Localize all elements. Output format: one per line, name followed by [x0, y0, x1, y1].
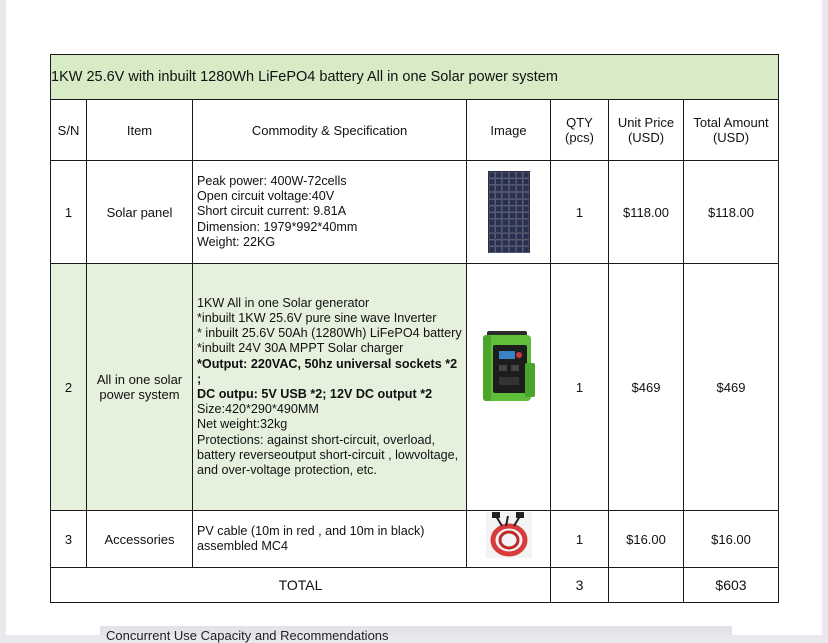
panel-cell	[489, 186, 495, 192]
table-row	[51, 161, 779, 264]
panel-cell	[502, 199, 508, 205]
panel-cell	[502, 179, 508, 185]
panel-cell	[516, 172, 522, 178]
header-qty	[551, 100, 609, 161]
table-title: 1KW 25.6V with inbuilt 1280Wh LiFePO4 battery All in one Solar power system	[51, 55, 779, 100]
row-item-line2: power system	[99, 387, 180, 402]
panel-cell	[495, 233, 501, 239]
panel-cell	[489, 213, 495, 219]
panel-cell	[495, 206, 501, 212]
spec-line: assembled MC4	[197, 539, 288, 553]
header-unit-line2: (USD)	[627, 130, 665, 145]
pv-cable-image	[486, 512, 532, 558]
spec-line: PV cable (10m in red , and 10m in black)	[197, 523, 425, 538]
title-row	[51, 55, 779, 100]
panel-cell	[516, 199, 522, 205]
panel-cell	[502, 226, 508, 232]
panel-cell	[523, 172, 529, 178]
panel-cell	[489, 226, 495, 232]
panel-cell	[523, 220, 529, 226]
panel-cell	[489, 179, 495, 185]
panel-cell	[489, 233, 495, 239]
row-total: $16.00	[684, 511, 779, 568]
header-row	[51, 100, 779, 161]
panel-cell	[495, 213, 501, 219]
row-item: Solar panel	[87, 161, 193, 264]
panel-cell	[509, 240, 515, 246]
panel-cell	[489, 247, 495, 253]
spec-line: Weight: 22KG	[197, 234, 276, 249]
panel-cell	[523, 240, 529, 246]
total-label: TOTAL	[51, 568, 551, 603]
total-unit-empty	[609, 568, 684, 603]
header-total-line1: Total Amount	[693, 115, 769, 130]
row-unit-price: $118.00	[609, 161, 684, 264]
total-row	[51, 568, 779, 603]
solar-generator-image	[479, 327, 539, 407]
header-spec: Commodity & Specification	[193, 100, 467, 161]
panel-cell	[502, 213, 508, 219]
panel-cell	[509, 226, 515, 232]
spec-line: Short circuit current: 9.81A	[197, 204, 347, 219]
spec-line-bold: *Output: 220VAC, 50hz universal sockets *2 ;	[197, 356, 458, 386]
panel-cell	[495, 179, 501, 185]
panel-cell	[495, 247, 501, 253]
row-qty: 1	[551, 511, 609, 568]
panel-cell	[489, 199, 495, 205]
panel-cell	[509, 192, 515, 198]
spec-line: 1KW All in one Solar generator	[197, 295, 370, 310]
header-sn: S/N	[51, 100, 87, 161]
spec-line: Size:420*290*490MM	[197, 402, 319, 417]
header-unit-price	[609, 100, 684, 161]
spec-line: Protections: against short-circuit, overload, battery reverseoutput short-circuit , lowvoltage, and over-voltage protection, etc.	[197, 432, 459, 478]
row-item	[87, 264, 193, 511]
panel-cell	[509, 172, 515, 178]
spec-line: * inbuilt 25.6V 50Ah (1280Wh) LiFePO4 battery	[197, 326, 462, 341]
spec-line: Open circuit voltage:40V	[197, 189, 335, 204]
panel-cell	[523, 179, 529, 185]
total-amount: $603	[684, 568, 779, 603]
spec-line: Peak power: 400W-72cells	[197, 173, 347, 188]
spec-line: Dimension: 1979*992*40mm	[197, 219, 358, 234]
panel-cell	[523, 226, 529, 232]
row-total: $118.00	[684, 161, 779, 264]
quotation-table	[50, 54, 779, 603]
table-row	[51, 511, 779, 568]
panel-cell	[509, 206, 515, 212]
total-qty: 3	[551, 568, 609, 603]
panel-cell	[489, 206, 495, 212]
panel-cell	[502, 240, 508, 246]
row-image-cell	[467, 511, 551, 568]
panel-cell	[495, 186, 501, 192]
panel-cell	[489, 172, 495, 178]
panel-cell	[502, 206, 508, 212]
row-sn: 2	[51, 264, 87, 511]
row-spec	[193, 161, 467, 264]
row-total: $469	[684, 264, 779, 511]
header-qty-line1: QTY	[566, 115, 593, 130]
row-item-line1: All in one solar	[96, 372, 183, 387]
panel-cell	[509, 199, 515, 205]
panel-cell	[495, 240, 501, 246]
panel-cell	[502, 172, 508, 178]
panel-cell	[516, 186, 522, 192]
panel-cell	[502, 233, 508, 239]
table-row	[51, 264, 779, 511]
panel-cell	[516, 233, 522, 239]
solar-panel-image	[488, 171, 530, 253]
header-image: Image	[467, 100, 551, 161]
panel-cell	[495, 220, 501, 226]
row-qty: 1	[551, 161, 609, 264]
panel-cell	[489, 240, 495, 246]
panel-cell	[509, 179, 515, 185]
panel-cell	[516, 226, 522, 232]
footer-heading-text: Concurrent Use Capacity and Recommendations	[106, 628, 389, 643]
panel-cell	[516, 240, 522, 246]
row-unit-price: $469	[609, 264, 684, 511]
panel-cell	[523, 192, 529, 198]
panel-cell	[523, 233, 529, 239]
row-spec	[193, 264, 467, 511]
panel-cell	[509, 247, 515, 253]
panel-cell	[495, 199, 501, 205]
row-image-cell	[467, 161, 551, 264]
row-spec	[193, 511, 467, 568]
panel-cell	[489, 192, 495, 198]
header-total-amount	[684, 100, 779, 161]
row-sn: 3	[51, 511, 87, 568]
panel-cell	[509, 220, 515, 226]
header-qty-line2: (pcs)	[565, 130, 594, 145]
panel-cell	[516, 213, 522, 219]
spec-line: *inbuilt 1KW 25.6V pure sine wave Inverter	[197, 310, 437, 325]
spec-line: Net weight:32kg	[197, 417, 288, 432]
panel-cell	[509, 233, 515, 239]
panel-cell	[509, 186, 515, 192]
panel-cell	[523, 206, 529, 212]
panel-cell	[516, 192, 522, 198]
panel-cell	[516, 206, 522, 212]
panel-cell	[502, 186, 508, 192]
panel-cell	[509, 213, 515, 219]
panel-cell	[523, 199, 529, 205]
panel-cell	[502, 192, 508, 198]
header-item: Item	[87, 100, 193, 161]
panel-cell	[502, 247, 508, 253]
panel-cell	[516, 247, 522, 253]
panel-cell	[516, 179, 522, 185]
panel-cell	[495, 192, 501, 198]
panel-cell	[523, 213, 529, 219]
panel-cell	[495, 172, 501, 178]
header-unit-line1: Unit Price	[617, 115, 675, 130]
document-page	[6, 0, 822, 643]
row-image-cell	[467, 264, 551, 511]
row-unit-price: $16.00	[609, 511, 684, 568]
panel-cell	[523, 186, 529, 192]
panel-cell	[489, 220, 495, 226]
header-total-line2: (USD)	[712, 130, 750, 145]
panel-cell	[523, 247, 529, 253]
panel-cell	[516, 220, 522, 226]
spec-line: *inbuilt 24V 30A MPPT Solar charger	[197, 341, 404, 356]
row-item: Accessories	[87, 511, 193, 568]
row-sn: 1	[51, 161, 87, 264]
panel-cell	[502, 220, 508, 226]
footer-section-heading	[100, 626, 732, 643]
row-qty: 1	[551, 264, 609, 511]
panel-cell	[495, 226, 501, 232]
spec-line-bold: DC outpu: 5V USB *2; 12V DC output *2	[197, 387, 433, 401]
